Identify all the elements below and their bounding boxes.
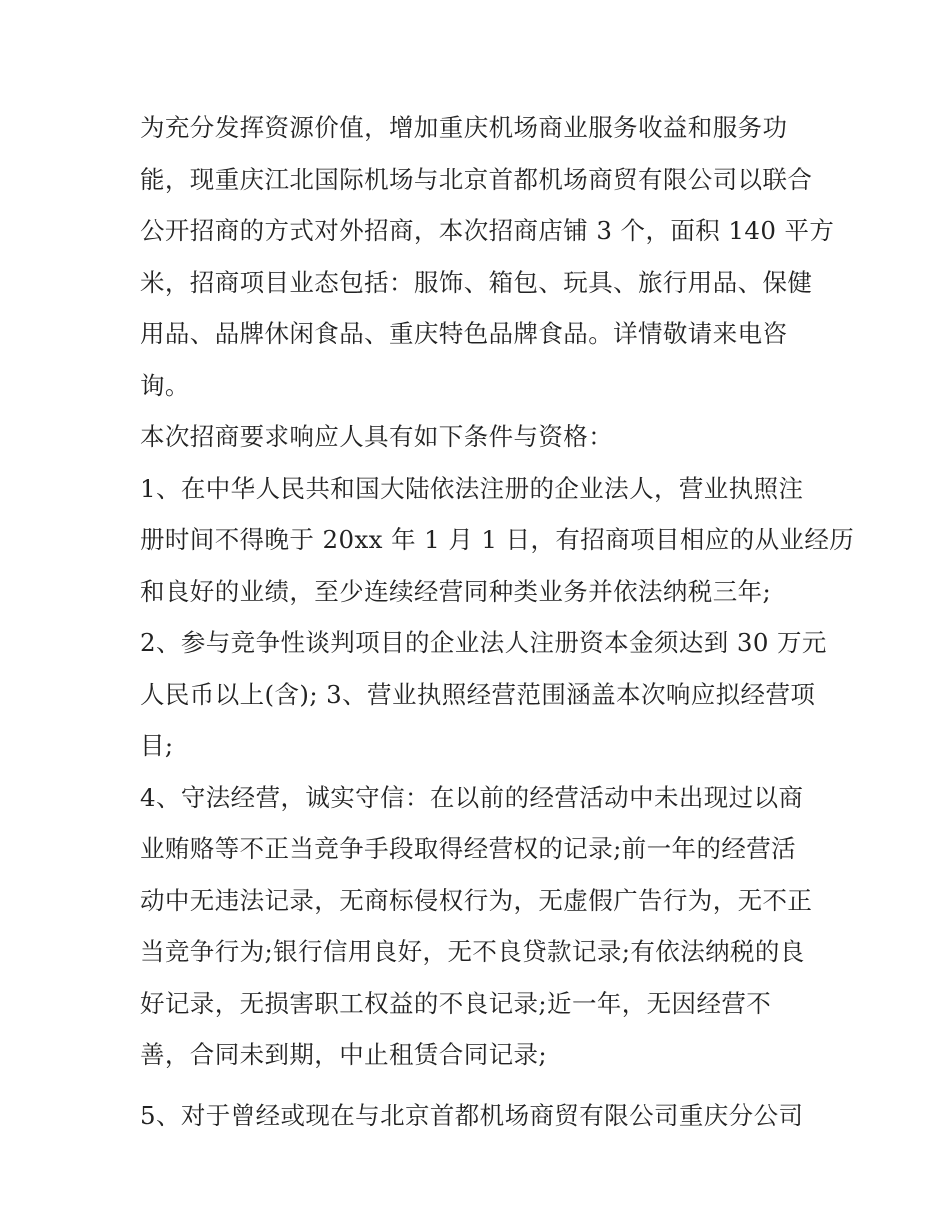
text-line: 2、参与竞争性谈判项目的企业法人注册资本金须达到 30 万元	[140, 628, 827, 657]
text-line: 目;	[140, 731, 174, 760]
text-line: 1、在中华人民共和国大陆依法注册的企业法人，营业执照注	[140, 473, 804, 503]
text-line: 为充分发挥资源价值，增加重庆机场商业服务收益和服务功	[140, 113, 788, 142]
text-line: 用品、品牌休闲食品、重庆特色品牌食品。详情敬请来电咨	[140, 319, 788, 348]
text-line: 好记录，无损害职工权益的不良记录;近一年，无因经营不	[140, 988, 772, 1018]
text-line: 本次招商要求响应人具有如下条件与资格：	[140, 422, 614, 451]
text-line: 能，现重庆江北国际机场与北京首都机场商贸有限公司以联合	[140, 164, 813, 194]
document-body	[140, 102, 855, 1141]
text-line: 询。	[140, 370, 190, 400]
text-line: 米，招商项目业态包括：服饰、箱包、玩具、旅行用品、保健	[140, 267, 813, 297]
text-line: 当竞争行为;银行信用良好，无不良贷款记录;有依法纳税的良	[140, 937, 805, 966]
text-line: 公开招商的方式对外招商，本次招商店铺 3 个，面积 140 平方	[140, 216, 835, 245]
text-line: 人民币以上(含); 3、营业执照经营范围涵盖本次响应拟经营项	[140, 679, 816, 709]
text-line: 业贿赂等不正当竞争手段取得经营权的记录;前一年的经营活	[140, 834, 797, 863]
text-line: 和良好的业绩，至少连续经营同种类业务并依法纳税三年;	[140, 576, 772, 606]
text-line: 动中无违法记录，无商标侵权行为，无虚假广告行为，无不正	[140, 885, 813, 915]
text-line: 5、对于曾经或现在与北京首都机场商贸有限公司重庆分公司	[140, 1100, 804, 1130]
text-line: 册时间不得晚于 20xx 年 1 月 1 日，有招商项目相应的从业经历	[140, 525, 855, 554]
text-line: 4、守法经营，诚实守信：在以前的经营活动中未出现过以商	[140, 782, 804, 812]
text-line: 善，合同未到期，中止租赁合同记录;	[140, 1040, 548, 1069]
